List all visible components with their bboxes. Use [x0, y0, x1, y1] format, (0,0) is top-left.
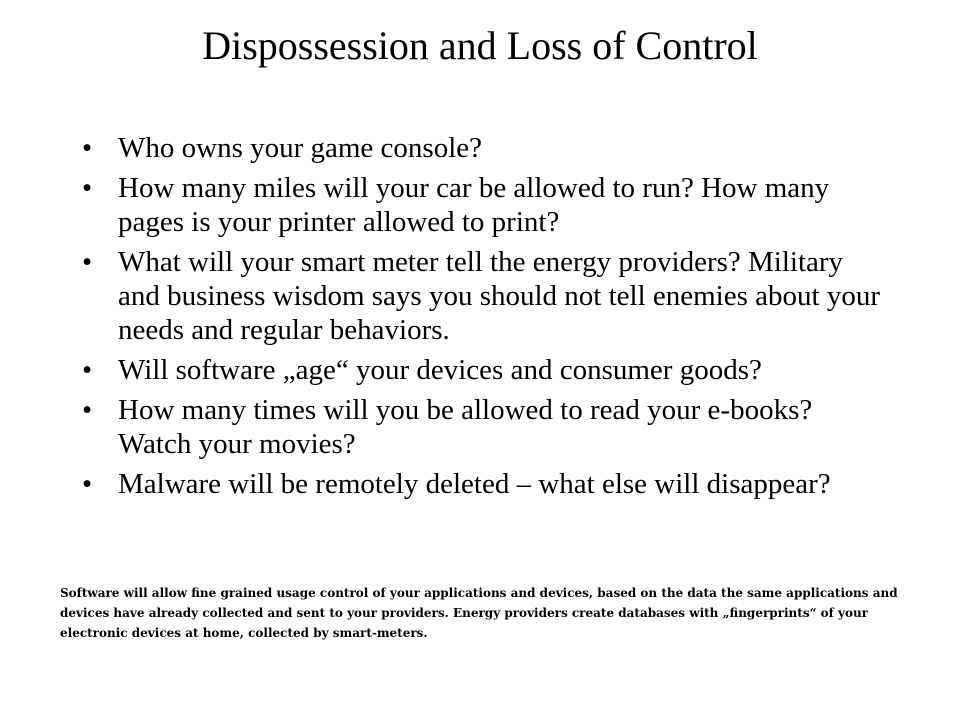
bullet-icon: •	[82, 468, 93, 500]
slide-title: Dispossession and Loss of Control	[202, 23, 758, 68]
bullet-text: How many miles will your car be allowed to run? How many pages is your printer allowed to print?	[118, 172, 830, 238]
bullet-item	[80, 171, 880, 239]
bullet-text: Who owns your game console?	[118, 132, 483, 164]
bullet-item	[80, 131, 880, 165]
bullet-text: What will your smart meter tell the energy providers? Military and business wisdom says you should not tell enemies about your needs and regular behaviors.	[118, 246, 880, 346]
bullet-icon: •	[82, 246, 93, 278]
bullet-icon: •	[82, 354, 93, 386]
bullet-item	[80, 245, 880, 347]
bullet-text: How many times will you be allowed to read your e-books? Watch your movies?	[118, 394, 813, 460]
bullet-icon: •	[82, 172, 93, 204]
bullet-list	[80, 131, 880, 507]
bullet-text: Will software „age“ your devices and consumer goods?	[118, 354, 762, 386]
bullet-item	[80, 393, 880, 461]
bullet-text: Malware will be remotely deleted – what else will disappear?	[118, 468, 831, 500]
footnote: Software will allow fine grained usage control of your applications and devices, based on the data the same applications and devices have already collected and sent to your providers. Energy providers create databases with „fingerprints“ of your electronic devices at home, collected by smart-meters.	[60, 586, 898, 640]
bullet-item	[80, 467, 880, 501]
bullet-item	[80, 353, 880, 387]
bullet-icon: •	[82, 394, 93, 426]
bullet-icon: •	[82, 132, 93, 164]
